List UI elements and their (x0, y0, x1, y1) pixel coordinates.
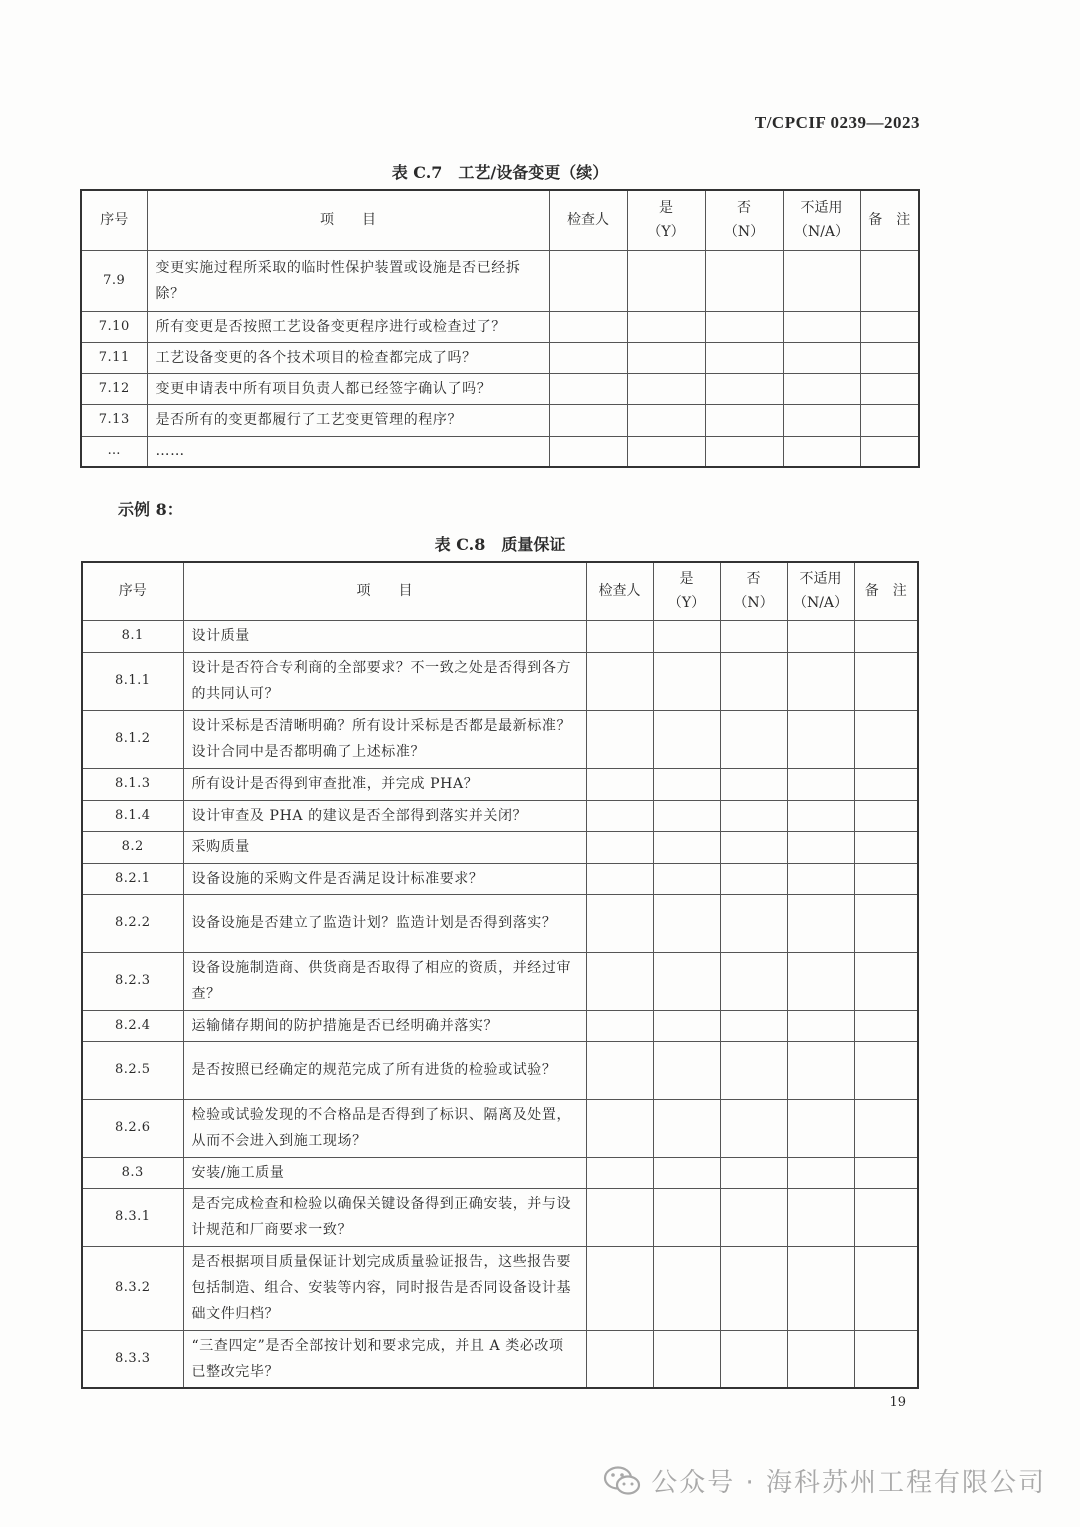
na-cell (783, 373, 860, 404)
row-item: 是否根据项目质量保证计划完成质量验证报告，这些报告要包括制造、组合、安装等内容，同时报告是否同设备设计基础文件归档？ (183, 1246, 586, 1330)
yes-cell (653, 1099, 720, 1157)
row-item: 设计审查及 PHA 的建议是否全部得到落实并关闭？ (183, 800, 586, 831)
yes-cell (653, 1246, 720, 1330)
row-number: 8.3.2 (82, 1246, 183, 1330)
remark-cell (854, 1041, 918, 1099)
no-cell (720, 1041, 787, 1099)
row-number: 8.2.1 (82, 863, 183, 894)
wechat-icon (603, 1465, 641, 1497)
table-row (82, 620, 918, 652)
remark-cell (854, 894, 918, 952)
header-no-col (720, 562, 787, 620)
inspector-cell (549, 250, 627, 311)
inspector-cell (586, 863, 653, 894)
remark-cell (854, 863, 918, 894)
header-no: 序号 (81, 190, 147, 250)
table-row (82, 768, 918, 800)
header-inspector: 检查人 (549, 190, 627, 250)
inspector-cell (586, 831, 653, 863)
row-number: 8.2 (82, 831, 183, 863)
table-row (82, 831, 918, 863)
row-number: … (81, 436, 147, 467)
remark-cell (860, 373, 919, 404)
remark-cell (854, 1157, 918, 1188)
inspector-cell (586, 652, 653, 710)
yes-cell (653, 1041, 720, 1099)
na-cell (787, 1099, 854, 1157)
header-no-col (705, 190, 783, 250)
yes-cell (653, 863, 720, 894)
remark-cell (854, 620, 918, 652)
yes-cell (653, 1188, 720, 1246)
na-cell (783, 342, 860, 373)
inspector-cell (586, 1330, 653, 1388)
row-number: 8.2.3 (82, 952, 183, 1010)
table-row (81, 404, 919, 436)
header-na (783, 190, 860, 250)
table-row (82, 1010, 918, 1041)
na-cell (787, 1330, 854, 1388)
row-item: 是否所有的变更都履行了工艺变更管理的程序？ (147, 404, 549, 436)
header-na-label: 不适用 (800, 200, 843, 217)
row-item: 设计质量 (183, 620, 586, 652)
yes-cell (653, 1157, 720, 1188)
table-row (81, 436, 919, 467)
table-row (82, 1041, 918, 1099)
inspector-cell (586, 1041, 653, 1099)
remark-cell (854, 1099, 918, 1157)
no-cell (720, 1330, 787, 1388)
yes-cell (653, 894, 720, 952)
remark-cell (854, 831, 918, 863)
inspector-cell (549, 436, 627, 467)
inspector-cell (586, 894, 653, 952)
row-number: 7.13 (81, 404, 147, 436)
row-number: 8.3 (82, 1157, 183, 1188)
row-number: 8.2.6 (82, 1099, 183, 1157)
header-no-code: （N） (733, 595, 774, 612)
table-row (81, 373, 919, 404)
no-cell (705, 342, 783, 373)
header-inspector: 检查人 (586, 562, 653, 620)
header-yes-code: （Y） (647, 224, 685, 241)
na-cell (787, 831, 854, 863)
table-row (81, 311, 919, 342)
table-row (82, 952, 918, 1010)
header-no: 序号 (82, 562, 183, 620)
table-header-row (82, 562, 918, 620)
row-number: 8.2.4 (82, 1010, 183, 1041)
header-remark: 备 注 (860, 190, 919, 250)
no-cell (720, 894, 787, 952)
yes-cell (653, 800, 720, 831)
na-cell (787, 863, 854, 894)
yes-cell (653, 710, 720, 768)
table-row (82, 1330, 918, 1388)
header-na (787, 562, 854, 620)
no-cell (720, 768, 787, 800)
no-cell (720, 1246, 787, 1330)
row-number: 7.12 (81, 373, 147, 404)
row-item: 运输储存期间的防护措施是否已经明确并落实？ (183, 1010, 586, 1041)
row-number: 7.11 (81, 342, 147, 373)
na-cell (787, 768, 854, 800)
table-row (81, 250, 919, 311)
header-na-label: 不适用 (799, 571, 842, 588)
table-c7 (80, 189, 920, 468)
row-item: 是否按照已经确定的规范完成了所有进货的检验或试验？ (183, 1041, 586, 1099)
yes-cell (653, 952, 720, 1010)
row-item: 所有设计是否得到审查批准，并完成 PHA？ (183, 768, 586, 800)
yes-cell (653, 620, 720, 652)
yes-cell (653, 1010, 720, 1041)
header-yes-label: 是 (679, 571, 694, 588)
table-row (81, 342, 919, 373)
row-item: 采购质量 (183, 831, 586, 863)
yes-cell (653, 831, 720, 863)
standard-code: T/CPCIF 0239—2023 (754, 113, 920, 132)
row-number: 8.1 (82, 620, 183, 652)
watermark-text: 公众号 · 海科苏州工程有限公司 (651, 1468, 1046, 1498)
remark-cell (854, 800, 918, 831)
table-row (82, 894, 918, 952)
row-item: 设备设施制造商、供货商是否取得了相应的资质，并经过审查？ (183, 952, 586, 1010)
row-number: 8.1.2 (82, 710, 183, 768)
row-item: 设备设施是否建立了监造计划？监造计划是否得到落实？ (183, 894, 586, 952)
header-no-label: 否 (746, 571, 761, 588)
yes-cell (653, 1330, 720, 1388)
remark-cell (854, 1188, 918, 1246)
remark-cell (854, 1246, 918, 1330)
header-yes (627, 190, 705, 250)
table-row (82, 710, 918, 768)
na-cell (787, 952, 854, 1010)
remark-cell (860, 436, 919, 467)
remark-cell (854, 710, 918, 768)
header-yes-code: （Y） (667, 595, 706, 612)
row-item: 变更实施过程所采取的临时性保护装置或设施是否已经拆除？ (147, 250, 549, 311)
no-cell (720, 1157, 787, 1188)
table-header-row (81, 190, 919, 250)
header-item: 项 目 (183, 562, 586, 620)
table-row (82, 1188, 918, 1246)
na-cell (783, 311, 860, 342)
no-cell (705, 436, 783, 467)
yes-cell (653, 768, 720, 800)
row-number: 8.1.1 (82, 652, 183, 710)
table-row (82, 1157, 918, 1188)
page-number: 19 (889, 1395, 906, 1410)
table-row (82, 652, 918, 710)
inspector-cell (549, 311, 627, 342)
yes-cell (627, 342, 705, 373)
header-item: 项 目 (147, 190, 549, 250)
yes-cell (627, 250, 705, 311)
no-cell (720, 952, 787, 1010)
table-row (82, 863, 918, 894)
inspector-cell (586, 620, 653, 652)
na-cell (783, 404, 860, 436)
table-c8 (81, 561, 919, 1389)
na-cell (787, 1157, 854, 1188)
header-yes (653, 562, 720, 620)
inspector-cell (549, 373, 627, 404)
inspector-cell (549, 342, 627, 373)
header-no-label: 否 (737, 200, 751, 217)
row-item: 是否完成检查和检验以确保关键设备得到正确安装，并与设计规范和厂商要求一致？ (183, 1188, 586, 1246)
row-number: 8.2.2 (82, 894, 183, 952)
row-number: 7.9 (81, 250, 147, 311)
na-cell (787, 1246, 854, 1330)
no-cell (720, 1010, 787, 1041)
table-c7-caption: 表 C.7 工艺/设备变更（续） (391, 163, 609, 182)
yes-cell (653, 652, 720, 710)
row-item: 安装/施工质量 (183, 1157, 586, 1188)
inspector-cell (586, 1188, 653, 1246)
inspector-cell (586, 768, 653, 800)
remark-cell (854, 1010, 918, 1041)
no-cell (720, 1099, 787, 1157)
na-cell (787, 1041, 854, 1099)
inspector-cell (586, 1099, 653, 1157)
watermark (603, 1462, 1046, 1499)
no-cell (705, 373, 783, 404)
remark-cell (854, 952, 918, 1010)
no-cell (705, 250, 783, 311)
yes-cell (627, 404, 705, 436)
row-number: 8.3.1 (82, 1188, 183, 1246)
no-cell (720, 863, 787, 894)
no-cell (705, 404, 783, 436)
inspector-cell (586, 952, 653, 1010)
header-na-code: （N/A） (792, 595, 849, 612)
na-cell (783, 250, 860, 311)
remark-cell (854, 1330, 918, 1388)
header-no-code: （N） (723, 224, 765, 241)
inspector-cell (586, 1010, 653, 1041)
na-cell (783, 436, 860, 467)
inspector-cell (586, 1157, 653, 1188)
table-row (82, 1246, 918, 1330)
row-item: …… (147, 436, 549, 467)
no-cell (720, 620, 787, 652)
header-na-code: （N/A） (793, 224, 850, 241)
na-cell (787, 620, 854, 652)
row-item: “三查四定”是否全部按计划和要求完成，并且 A 类必改项已整改完毕？ (183, 1330, 586, 1388)
remark-cell (860, 250, 919, 311)
remark-cell (860, 404, 919, 436)
remark-cell (860, 342, 919, 373)
yes-cell (627, 311, 705, 342)
na-cell (787, 710, 854, 768)
row-item: 工艺设备变更的各个技术项目的检查都完成了吗？ (147, 342, 549, 373)
table-row (82, 800, 918, 831)
no-cell (720, 831, 787, 863)
yes-cell (627, 436, 705, 467)
table-c8-caption: 表 C.8 质量保证 (434, 535, 566, 554)
no-cell (720, 800, 787, 831)
no-cell (705, 311, 783, 342)
na-cell (787, 652, 854, 710)
no-cell (720, 710, 787, 768)
remark-cell (854, 768, 918, 800)
row-item: 设计采标是否清晰明确？所有设计采标是否都是最新标准？设计合同中是否都明确了上述标准？ (183, 710, 586, 768)
row-item: 变更申请表中所有项目负责人都已经签字确认了吗？ (147, 373, 549, 404)
header-yes-label: 是 (659, 200, 673, 217)
inspector-cell (586, 800, 653, 831)
row-item: 设备设施的采购文件是否满足设计标准要求？ (183, 863, 586, 894)
na-cell (787, 894, 854, 952)
na-cell (787, 1010, 854, 1041)
row-number: 8.2.5 (82, 1041, 183, 1099)
inspector-cell (586, 710, 653, 768)
row-number: 7.10 (81, 311, 147, 342)
no-cell (720, 1188, 787, 1246)
row-item: 设计是否符合专利商的全部要求？不一致之处是否得到各方的共同认可？ (183, 652, 586, 710)
table-row (82, 1099, 918, 1157)
na-cell (787, 800, 854, 831)
header-remark: 备 注 (854, 562, 918, 620)
row-item: 检验或试验发现的不合格品是否得到了标识、隔离及处置，从而不会进入到施工现场？ (183, 1099, 586, 1157)
row-number: 8.1.4 (82, 800, 183, 831)
example-label: 示例 8： (118, 500, 183, 519)
row-number: 8.1.3 (82, 768, 183, 800)
remark-cell (854, 652, 918, 710)
inspector-cell (586, 1246, 653, 1330)
yes-cell (627, 373, 705, 404)
row-item: 所有变更是否按照工艺设备变更程序进行或检查过了？ (147, 311, 549, 342)
remark-cell (860, 311, 919, 342)
na-cell (787, 1188, 854, 1246)
no-cell (720, 652, 787, 710)
row-number: 8.3.3 (82, 1330, 183, 1388)
inspector-cell (549, 404, 627, 436)
